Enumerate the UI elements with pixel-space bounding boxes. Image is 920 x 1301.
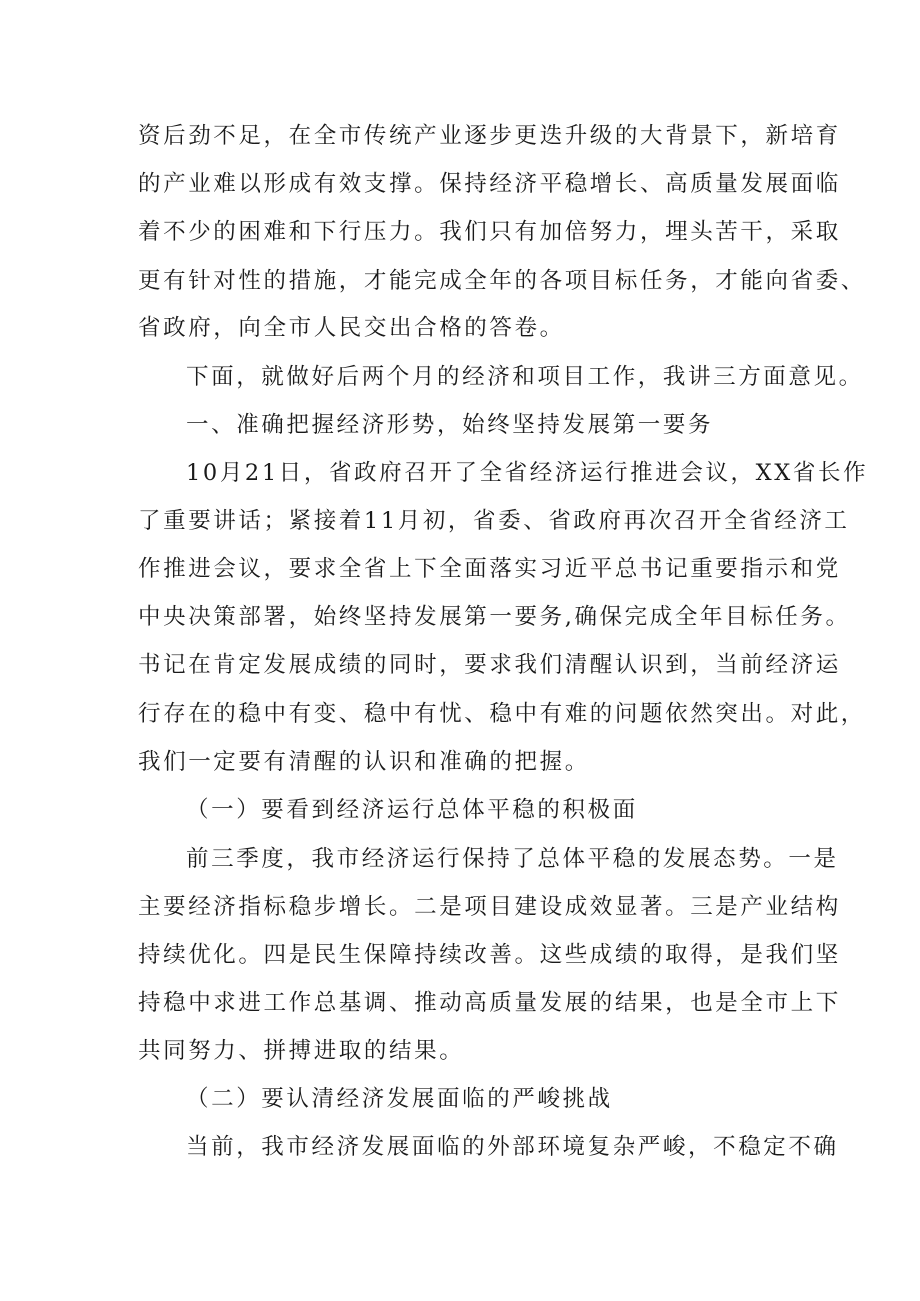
subsection-heading: （一）要看到经济运行总体平稳的积极面 — [186, 797, 638, 823]
text-line: 共同努力、拼搏进取的结果。 — [138, 1038, 465, 1064]
text-line: 持稳中求进工作总基调、推动高质量发展的结果，也是全市上下 — [138, 990, 841, 1016]
text-line: 更有针对性的措施，才能完成全年的各项目标任务，才能向省委、 — [138, 268, 866, 294]
text-line: 我们一定要有清醒的认识和准确的把握。 — [138, 749, 590, 775]
text-line: 省政府，向全市人民交出合格的答卷。 — [138, 315, 565, 341]
text-line: 了重要讲话；紧接着11月初，省委、省政府再次召开全省经济工 — [138, 508, 850, 534]
text-line: 作推进会议，要求全省上下全面落实习近平总书记重要指示和党 — [138, 556, 841, 582]
text-line: 书记在肯定发展成绩的同时，要求我们清醒认识到，当前经济运 — [138, 652, 841, 678]
text-line: 中央决策部署，始终坚持发展第一要务,确保完成全年目标任务。 — [138, 604, 851, 630]
subsection-heading: （二）要认清经济发展面临的严峻挑战 — [186, 1086, 613, 1112]
text-line: 10月21日，省政府召开了全省经济运行推进会议，XX省长作 — [186, 460, 869, 486]
text-line: 资后劲不足，在全市传统产业逐步更迭升级的大背景下，新培育 — [138, 123, 841, 149]
text-line: 前三季度，我市经济运行保持了总体平稳的发展态势。一是 — [186, 846, 839, 872]
section-heading: 一、准确把握经济形势，始终坚持发展第一要务 — [186, 412, 714, 438]
text-line: 行存在的稳中有变、稳中有忧、稳中有难的问题依然突出。对此， — [138, 701, 866, 727]
text-line: 的产业难以形成有效支撑。保持经济平稳增长、高质量发展面临 — [138, 171, 841, 197]
text-line: 当前，我市经济发展面临的外部环境复杂严峻，不稳定不确 — [186, 1134, 839, 1160]
text-line: 主要经济指标稳步增长。二是项目建设成效显著。三是产业结构 — [138, 894, 841, 920]
text-line: 下面，就做好后两个月的经济和项目工作，我讲三方面意见。 — [186, 364, 864, 390]
text-line: 着不少的困难和下行压力。我们只有加倍努力，埋头苦干，采取 — [138, 219, 841, 245]
text-line: 持续优化。四是民生保障持续改善。这些成绩的取得，是我们坚 — [138, 942, 841, 968]
